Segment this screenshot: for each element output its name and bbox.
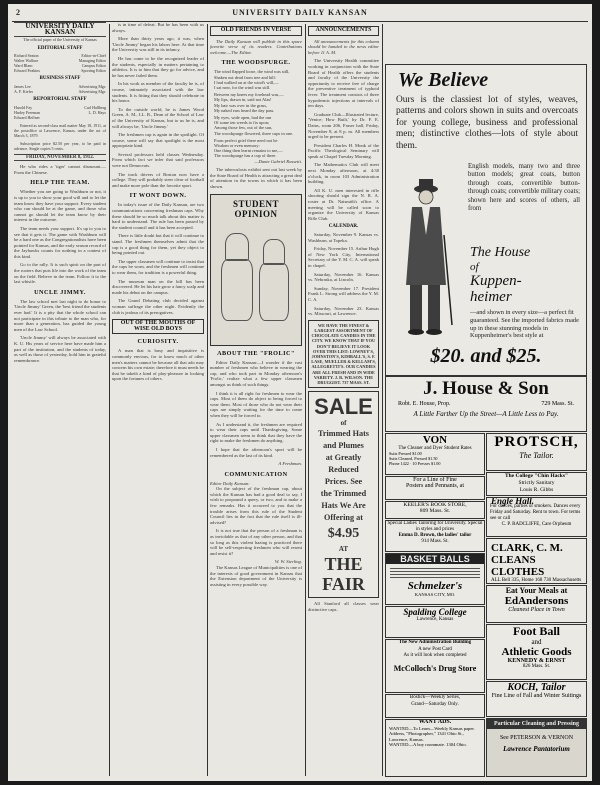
cartoon-figure — [225, 233, 249, 261]
editorial-heading: IT WONT DOWN. — [129, 192, 187, 200]
editorial-masthead: UNIVERSITY DAILY KANSAN — [14, 22, 106, 37]
ad-line: 914 Mass. St. — [421, 539, 449, 544]
ad-line: 826 Mass. St. — [522, 664, 551, 669]
staff-row: Harold Fay Carl Hallberg — [14, 104, 106, 110]
editorial-paragraph: The team needs your support. It's up to you to see that it gets it. The game with Washburn will be a hard one as the Congregationalists have been pointed for Kansas, and the early season record of the Jayhawks counts for nothing in a contest of this kind. — [14, 225, 106, 259]
editorial-paragraph: There is little doubt but that it will continue to stand. The freshmen themselves admit that the cap is a good thing for them, yet they object to being pointed out. — [112, 233, 204, 256]
ad-line: The New Administration Building — [398, 640, 472, 645]
editorial-staff-heading: EDITORIAL STAFF — [37, 45, 83, 51]
ad-line: and — [531, 638, 542, 646]
editorial-paragraph: The track drivers of Boston now have a college. They will probably steer clear of football and make more pole than the favorite sport. — [112, 171, 204, 188]
ad-maker-line: heimer — [470, 289, 512, 305]
store-info — [386, 401, 586, 407]
ad-line: Special Ladies Tailoring for University. Special in styles and prices — [387, 521, 483, 532]
ad-line: Emma D. Brown, the ladies' tailor — [398, 533, 472, 538]
ad-line: A new Post Card — [418, 646, 452, 652]
column-divider — [109, 24, 110, 776]
poem-line: My lips, drawn in, said not Alas! — [214, 97, 272, 103]
poem-body — [210, 69, 302, 158]
ad-line: Particular Cleaning and Pressing — [487, 719, 586, 729]
editorial-paragraph: The freshmen cap is again in the spotlight. Of course, some will say that spotlight is the most appropriate kind. — [112, 132, 204, 149]
letter-paragraph: On the subject of the freshman cap, about which the Kansan has had a good deal to say, I wish to propound a query, or two, and to make a few remarks. Has it occurred to you that the trouble arises from this rule of the Student Council lies in the fact that the rule itself is ill-advised? — [210, 486, 302, 525]
subscription-notice: Subscription price $2.50 per year, to be paid in advance. Single copies 5 cents. — [14, 140, 106, 151]
sale-line: of — [340, 419, 347, 428]
store-address: 729 Mass. St. — [541, 401, 574, 407]
posters-advertisement — [385, 476, 485, 500]
calendar-entry: Saturday, November 9. Kansas vs. Washburn, at Topeka. — [308, 232, 379, 243]
ad-line: EdAndersons — [504, 595, 569, 607]
poem-author: —Dante Gabriel Rossetti. — [254, 158, 302, 164]
sale-store-name: FAIR — [322, 574, 365, 595]
letter-heading: COMMUNICATION — [224, 470, 288, 478]
staff-row: Edward Feakins Sporting Editor — [14, 68, 106, 74]
staff-row: A. F. Kiefer Advertising Mgr. — [14, 88, 106, 94]
paper-name: UNIVERSITY DAILY KANSAN — [232, 8, 368, 17]
announcement: The Mathematics Club will meet next Monday afternoon, at 4:30 o'clock, in room 103 Administration building. — [308, 162, 379, 185]
ad-brand: Spalding College — [403, 607, 467, 617]
basket-balls-advertisement — [385, 553, 485, 605]
sale-line: Trimmed Hats — [317, 429, 369, 439]
ad-body: For dances, parties or smokers. Dances every Friday and Saturday. Rent to town. For terms see or call — [490, 504, 581, 521]
editorial-paragraph: To the outside world, he is James Wood Green, A. M., LL. B., Dean of the School of Law of the University of Kansas, but to us he is, and will always be, 'Uncle Jimmy.' — [112, 106, 204, 129]
letter-paragraph: As I understand it, the freshmen are required to wear their caps until Thanksgiving. Some upper classmen seem to think that they have the right to make the freshmen do anything. — [210, 421, 302, 444]
ad-line: Louis R. Gibbs — [519, 486, 554, 493]
editorial-paragraph: 'Uncle Jimmy' will always be associated with K. U. His years of service here have made him a part of the institution, and the students of today, as well as those of yesterday, hold him in grateful remembrance. — [14, 335, 106, 363]
ad-subtitle: The Cleaner and Dyer Student Rates — [398, 446, 472, 451]
cartoon-title: STUDENT OPINION — [232, 198, 279, 219]
ad-side-copy: —and shown in every size—a perfect fit guaranteed. See the imported fabrics made up in these stunning models in Kuppenheimer's best style at — [470, 309, 579, 340]
ad-line: See PETERSON & VERNON — [499, 735, 574, 741]
announcement: All K. U. men interested in rifle shooting should sign the N. R. A. roster at Dr. Naismith's office. A meeting will be called soon to organize the University of Kansas Rifle Club. — [308, 187, 379, 221]
column-2 — [112, 22, 204, 777]
editorial-heading: CURIOSITY. — [137, 338, 179, 346]
sale-line: AT — [338, 545, 349, 554]
letter-signature: A Freshman. — [278, 461, 302, 467]
editorial-paragraph: More than thirty years ago, it was, when 'Uncle Jimmy' began his labors here. At that time the University was still in its infancy. — [112, 36, 204, 53]
poem-line: My eyes, wide open, had the run — [214, 115, 272, 120]
koch-tailor-advertisement — [486, 681, 587, 717]
calendar-entry: Friday, November 15. Arthur Hugh of New York City, International Secretary of the Y. M. C. A. will speak in chapel. — [308, 246, 379, 268]
editorial-heading: UNCLE JIMMY. — [34, 288, 86, 296]
sale-price: $4.95 — [327, 526, 360, 542]
pantatorium-advertisement — [486, 718, 587, 777]
editorial-paragraph: Whether you are going to Washburn or not, it is up to you to show your good will and to let the team know they have your support. Every student who can should be at the game, and those who cannot go should let the team know by their interest in the outcome. — [14, 189, 106, 223]
ad-line: Grand—Saturday Only. — [411, 701, 459, 707]
letter-paragraph: It is not true that the person of a freshman is as inviolable as that of any other person, and that so long as this violent hazing is practiced there will be self-respecting freshmen who will resent and resist it? — [210, 528, 302, 556]
sale-heading: SALE — [314, 394, 373, 420]
editorial-paragraph: The law school met last night to do honor to 'Uncle Jimmy' Green, the 'best friend the students ever had.' It is a pity that the whole school can not participate in this tribute to the man who, for more than a generation, has guided the young men of the Law School. — [14, 298, 106, 332]
editorial-paragraph: He has come to be the recognized leader of the students, especially in matters pertaining to athletics. It is to him that they go for advice, and he has never failed them. — [112, 55, 204, 78]
ad-maker-line: Kuppen- — [470, 273, 522, 289]
clark-cleaners-advertisement — [486, 538, 587, 584]
reportorial-staff-heading: REPORTORIAL STAFF — [33, 96, 87, 102]
spalding-advertisement — [385, 606, 485, 638]
editorial-paragraph: The tuberculosis exhibit sent out last week by the State Board of Health is attracting a great deal of attention in the towns in which it has been shown. — [210, 167, 302, 189]
ad-brand: McColloch's Drug Store — [393, 663, 477, 673]
section-box-title: OLD FRIENDS IN VERSE — [210, 26, 302, 36]
staff-row: Ward Blanc Campus Editor — [14, 63, 106, 69]
ad-price-line: Suits Pressed $1.00 — [389, 451, 422, 456]
ad-line: Lawrence Pantatorium — [503, 745, 570, 753]
editorial-paragraph: Go to the rally. It is such spirit on the part of the rooters that puts life into the work of the team on the field. Believe in the team. Follow it to the last whistle. — [14, 262, 106, 285]
staff-row: Edward Heffner — [14, 114, 40, 120]
staff-row: James Lee Advertising Mgr. — [14, 83, 106, 89]
masthead-subtitle: The official paper of the University of Kansas — [23, 37, 97, 43]
poem-line: Wisdom or even memory: — [214, 143, 260, 149]
newspaper-page — [8, 4, 592, 781]
ad-brand: Schmelzer's — [407, 580, 463, 592]
gentleman-illustration-icon — [392, 175, 462, 340]
ad-body: Ours is the classiest lot of styles, weaves, patterns and colors shown in suits and overcoats for young college, business and professional men; distinctive clothes—lots of style about them. — [396, 95, 578, 151]
page-number: 2 — [16, 8, 21, 17]
ad-fine-print — [390, 566, 480, 578]
ad-price-line: Suits Cleaned, Pressed $1.50 — [389, 456, 438, 461]
staff-row: Richard Seaton Editor-in-Chief — [14, 53, 106, 59]
editorial-paragraph: The museum man on the hill has been discovered. He let his hair grow a fancy scalp and made his debut on the campus. — [112, 278, 204, 295]
editorial-paragraph: The Kansas League of Municipalities is one of the interests of good government in Kansas that the Extension department of the University is assisting in every possible way. — [210, 565, 302, 587]
bostick-advertisement — [385, 694, 485, 718]
engle-hall-advertisement — [486, 497, 587, 537]
drug-store-advertisement — [385, 639, 485, 693]
poem-line: Of some ten weeds to fix upon; — [214, 120, 270, 126]
reportorial-staff-list — [14, 105, 106, 120]
mailing-notice: Entered as second-class mail matter May 18, 1911, at the postoffice at Lawrence, Kansas, under the act of March 3, 1879. — [14, 122, 106, 138]
poem-line: Between my knees my forehead was,— — [214, 92, 284, 98]
announcement: The University Health committee working in conjunction with the State Board of Health offers the students and faculty of the University the opportunity to receive free of charge the preventive treatment of typhoid fever. The treatment consists of three hypodermic injections at intervals of ten days. — [308, 58, 379, 109]
want-ads — [385, 719, 485, 777]
quip: He who rides a 'tiger' cannot dismount.—From the Chinese. — [14, 164, 106, 175]
section-box-title: ANNOUNCEMENTS — [308, 26, 379, 36]
poem-line: The woodspurge has a cup of three. — [214, 153, 277, 159]
want-ads-title: WANT ADS. — [418, 719, 452, 725]
ad-price-list — [386, 451, 484, 466]
store-name: J. House & Son — [423, 378, 549, 399]
ad-body: ALL Bell 335, Home 168 730 Massachusetts — [491, 578, 582, 583]
ad-line: KENNEDY & ERNST — [507, 658, 566, 664]
poem-line: Among those few, out of the sun, — [214, 125, 273, 131]
business-staff-heading: BUSINESS STAFF — [39, 76, 81, 82]
calendar-entry: Saturday, November 23. Kansas vs. Missouri, at Lawrence. — [308, 305, 379, 317]
poem-line: The woodspurge flowered, three cups in one. — [214, 130, 294, 136]
sale-line: Hats We Are — [321, 501, 366, 511]
letter-salutation: Editor Daily Kansan: — [210, 480, 250, 486]
ad-line: Eat Your Meals at — [505, 586, 568, 595]
ad-headline: We Believe — [398, 69, 489, 91]
want-ad: WANTED—A boy roommate. 1304 Ohio. — [389, 742, 467, 748]
poem-line: One thing then learnt remains to me,— — [214, 148, 283, 154]
column-divider — [382, 24, 383, 776]
page-masthead — [8, 6, 592, 20]
ad-title: Engle Hall. — [491, 497, 535, 506]
kuppenheimer-advertisement — [385, 64, 587, 376]
ad-line: Posters and Pennants, at — [406, 483, 464, 489]
ad-contact: C. P. RADCLIFFE, Care Orpheum — [501, 522, 572, 527]
protsch-advertisement — [486, 433, 587, 471]
cartoon-figure — [221, 259, 253, 321]
column-1 — [14, 22, 106, 777]
letter-signature: W. W. Sterling. — [274, 559, 302, 565]
editorial-paragraph: A man that is busy and inquisitive is commonly envious, for to know much of other men's matters cannot be because all that ado may concern his own estate; therefore it must needs be that he taketh a kind of play-pleasure in looking upon the fortunes of others. — [112, 348, 204, 382]
ad-line: 809 Mass. St. — [419, 508, 451, 514]
staff-row: Harley Freeman L. D. Hays — [14, 109, 106, 115]
ad-title: PROTSCH, — [494, 434, 579, 450]
sale-line: Prices. See — [324, 477, 363, 487]
ad-city: KANSAS CITY, MO. — [414, 592, 456, 597]
ad-line: The College "Chin Hacks" — [504, 473, 569, 479]
ad-line: Foot Ball — [513, 624, 560, 638]
editorial-paragraph: is in time of defeat. But he has been with us always. — [112, 22, 204, 33]
ad-title: CLARK, C. M. CLEANS CLOTHES — [491, 542, 563, 578]
chin-hacks-advertisement — [486, 472, 587, 496]
ad-line: Bostick—Weekly Series, — [409, 695, 461, 700]
verse-intro: The Daily Kansan will publish in this space favorite verse of its readers. Contributions welcome.—The Editor. — [210, 38, 302, 55]
ad-price-line: Phone 1422 · 10 Presses $1.00 — [389, 461, 441, 466]
poem-title: THE WOODSPURGE. — [221, 59, 291, 67]
ad-maker-line: of — [470, 261, 479, 273]
ad-subtitle: The Tailor. — [519, 451, 554, 460]
poem-line: I had walked on at the wind's will,— — [214, 79, 279, 85]
ad-line: KEELER'S BOOK STORE, — [403, 502, 467, 508]
poem-line: I sat now, for the wind was still. — [214, 84, 271, 90]
sale-line: the Trimmed — [320, 489, 367, 499]
keeler-advertisement — [385, 501, 485, 519]
poem-line: My hair was over in the grass, — [214, 102, 268, 108]
announcement: Graduate Club—Illustrated lecture, 'Venice; How Built,' by Dr. F. E. Dains, room 206, Fraser hall, Friday, November 8, at 8 p. m. All members urged to be present. — [308, 111, 379, 140]
ad-title: VON — [422, 434, 448, 446]
calendar-heading: CALENDAR. — [328, 224, 359, 230]
announcement-intro: All announcements for this column should be handed to the news editor before 11 A. M. — [308, 38, 379, 55]
letter-heading: ABOUT THE "FROLIC" — [217, 349, 295, 357]
column-4 — [308, 22, 379, 777]
editorial-staff-list — [14, 53, 106, 73]
sale-line: Offering at — [324, 513, 363, 523]
sale-line: THE — [324, 554, 363, 575]
letter-paragraph: I think it is all right for freshmen to wear the caps. Most of them do object to being forced to wear them. Most of those who do not wear their caps are simply waiting for the time to come when they will be forced to. — [210, 390, 302, 418]
editorial-paragraph: In his work as member of the faculty he is, of course, intimately associated with the law students. It is fitting that they should celebrate in his honor. — [112, 81, 204, 104]
business-staff-list — [14, 84, 106, 94]
column-divider — [207, 24, 208, 776]
football-goods-advertisement — [486, 624, 587, 680]
poem-line: The wind flapped loose, the wind was still, — [214, 69, 290, 75]
von-cleaner-advertisement — [385, 433, 485, 475]
ad-side-copy: English models, many two and three button models; great coats, button through coats, convertible button-through coats; convertible military coats; shown here and scores of others, all from — [468, 163, 580, 213]
tailoring-advertisement — [385, 520, 485, 552]
ad-title: KOCH, Tailor — [507, 682, 566, 693]
store-proprietor: Robt. E. House, Prop. — [398, 401, 451, 407]
letter-paragraph: I hope that the afternoon's sport will be remembered as the last of its kind. — [210, 446, 302, 458]
ad-line: For a Line of Fine — [413, 477, 457, 483]
section-box-title: OUT OF THE MOUTHS OF WISE OLD BOYS — [112, 319, 204, 334]
cartoon-figure — [259, 263, 289, 321]
sale-line: and Plumes — [323, 441, 364, 451]
ad-line: Cleanest Place in Town — [508, 607, 565, 613]
house-and-son-advertisement — [385, 376, 587, 432]
editorial-paragraph: The Grand Debating club decided against woman suffrage the other night. Evidently the club is jealous of its prerogatives. — [112, 298, 204, 315]
ad-line: As it will look when completed — [403, 653, 467, 658]
poem-line: Shaken out dead from tree and hill: — [214, 74, 276, 80]
editorial-paragraph: In today's issue of the Daily Kansan, are two communications concerning freshman caps. Why these should be so much talk about this matter is hard to understand. The rule has been passed by the student council and it has been accepted. — [112, 202, 204, 230]
ad-subtitle: Fine Line of Fall and Winter Suitings — [491, 693, 582, 699]
student-opinion-cartoon — [210, 194, 302, 346]
store-motto: A Little Farther Up the Street—A Little Less to Pay. — [413, 410, 559, 418]
column-divider — [305, 24, 306, 776]
sale-line: Reduced — [328, 465, 359, 475]
calendar-entry: Sunday, November 17. President Frank L. Strong will address the Y. M. C. A. — [308, 285, 379, 302]
ad-subtitle: Lawrence, Kansas — [416, 617, 454, 622]
want-ad: WANTED—To Learn—Weekly Kansas paper. Address, "Photographer," 1341 Ohio St., Lawrence, Kansas. — [389, 725, 475, 742]
ad-title: BASKET BALLS — [386, 554, 484, 564]
editorial-heading: HELP THE TEAM. — [30, 179, 90, 187]
staff-row: Walter Wallace Managing Editor — [14, 58, 106, 64]
cartoon-figure — [263, 239, 285, 265]
ad-line: Athletic Goods — [501, 646, 572, 658]
announcement: President Charles H. Monk of the Pacific Theological Seminary will speak at Chapel Tuesday Morning. — [308, 142, 379, 159]
column-3 — [210, 22, 302, 777]
letter-paragraph: Editor Daily Kansan:—I wonder if the vast number of freshmen who believe in wearing the cap, and who took part in Monday afternoon's 'Frolic,' realize what a few upper classmen amongst us think of such things. — [210, 359, 302, 387]
ad-prices: $20. and $25. — [430, 345, 542, 367]
ad-line: Strictly Sanitary — [518, 479, 555, 486]
editorial-paragraph: The upper classmen will continue to insist that the caps be worn, and the freshmen will continue to wear them, for tradition is a powerful thing. — [112, 258, 204, 275]
ad-maker-line: The House — [470, 245, 531, 260]
poem-line: From perfect grief there need not be — [214, 137, 278, 143]
poem-line: My naked ears heard the day pass. — [214, 107, 275, 113]
editorial-paragraph: All Stanford all classes wear distinctive caps. — [308, 601, 379, 612]
calendar-entry: Saturday, November 16. Kansas vs. Nebraska, at Lincoln. — [308, 271, 379, 283]
ed-andersons-advertisement — [486, 585, 587, 623]
candy-advertisement: WE HAVE THE FINEST & LARGEST ASSORTMENT OF CHOCOLATE CANDIES IN THE CITY. WE KNOW THAT IF YOU DON'T BELIEVE IT LOOK OVER THIS LIST: LOWNEY'S, JOHNSTON'S, KIMBALL'S, S. F. LASE, MUELLER & KELLAM'S, ALLEGRETTI'S. OUR CANDIES ARE ALL FRESH AND IN WIDE VARIETY. J. R. WILSON. THE DRUGGIST. 737 MASS. ST. — [308, 320, 379, 388]
editorial-paragraph: Several professors held classes Wednesday. From which fact we infer that said professors were not Democrats. — [112, 151, 204, 169]
sale-line: at Greatly — [325, 453, 362, 463]
dateline: FRIDAY, NOVEMBER 8, 1912. — [14, 154, 106, 162]
hat-sale-advertisement — [308, 391, 379, 598]
